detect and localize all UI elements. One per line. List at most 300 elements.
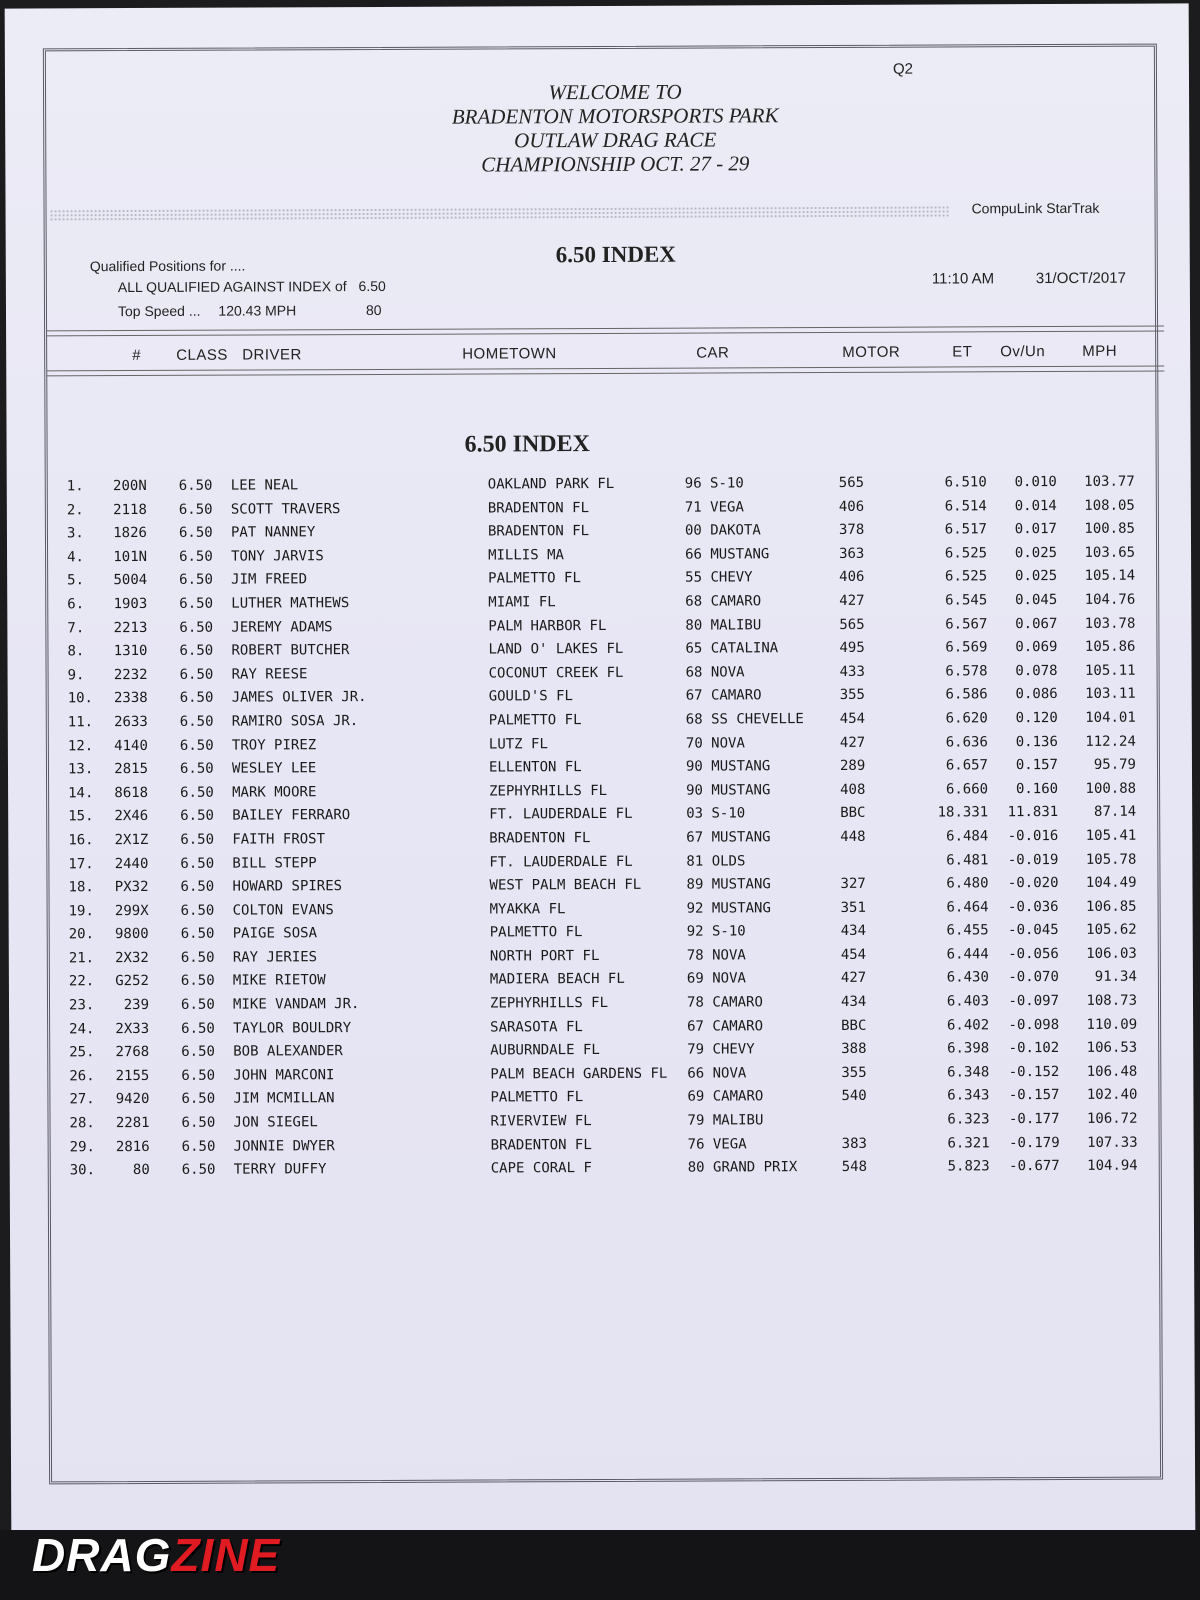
row-over-under: 0.025	[1014, 544, 1058, 561]
row-class: 6.50	[180, 831, 215, 848]
row-over-under: -0.177	[1008, 1111, 1060, 1128]
row-class: 6.50	[180, 878, 215, 895]
row-position: 20.	[68, 926, 95, 943]
row-position: 22.	[68, 973, 95, 990]
row-mph: 106.72	[1086, 1110, 1138, 1127]
row-mph: 112.24	[1085, 733, 1136, 750]
row-motor: 434	[840, 993, 867, 1011]
row-mph: 106.03	[1086, 945, 1137, 962]
row-car-number: 2338	[113, 690, 148, 707]
col-head-car: CAR	[696, 344, 730, 362]
row-mph: 103.78	[1084, 615, 1136, 632]
row-class: 6.50	[181, 1067, 216, 1084]
row-driver: SCOTT TRAVERS	[230, 500, 341, 518]
event-title-line: OUTLAW DRAG RACE	[514, 127, 717, 153]
results-table	[7, 473, 1194, 1186]
row-motor: 378	[838, 522, 865, 539]
event-title-line: WELCOME TO	[548, 79, 682, 105]
row-mph: 100.88	[1085, 780, 1137, 797]
row-over-under: 0.025	[1014, 568, 1058, 585]
row-position: 10.	[67, 690, 94, 707]
results-sheet	[5, 3, 1196, 1538]
row-et: 6.545	[945, 592, 988, 609]
event-title	[405, 79, 825, 177]
row-car-number: 1826	[113, 525, 147, 542]
row-position: 8.	[67, 643, 85, 660]
row-motor: 363	[839, 545, 865, 562]
row-motor: 327	[840, 875, 866, 893]
row-class: 6.50	[179, 642, 214, 659]
row-hometown: BRADENTON FL	[487, 523, 590, 540]
row-motor: 388	[841, 1041, 867, 1058]
row-position: 16.	[68, 832, 94, 849]
top-speed	[117, 301, 382, 320]
row-position: 28.	[69, 1115, 95, 1132]
row-position: 1.	[66, 478, 84, 495]
row-position: 4.	[67, 549, 84, 566]
row-car: 65 CATALINA	[685, 640, 779, 657]
row-motor: 565	[838, 474, 865, 491]
row-mph: 104.76	[1084, 591, 1136, 608]
row-mph: 105.11	[1084, 662, 1136, 679]
row-mph: 105.14	[1084, 568, 1136, 585]
row-class: 6.50	[181, 1020, 215, 1037]
row-et: 5.823	[947, 1158, 990, 1175]
col-head-driver: DRIVER	[242, 346, 302, 364]
qualified-against	[118, 278, 386, 295]
row-driver: HOWARD SPIRES	[232, 878, 343, 895]
row-driver: TERRY DUFFY	[233, 1161, 327, 1178]
row-car-number: 2X1Z	[114, 831, 149, 849]
row-position: 17.	[68, 855, 94, 872]
row-car: 90 MUSTANG	[685, 758, 771, 775]
row-class: 6.50	[178, 524, 213, 542]
row-position: 11.	[67, 714, 94, 731]
row-car: 92 S-10	[686, 923, 746, 940]
row-position: 6.	[67, 596, 85, 613]
row-driver: BOB ALEXANDER	[233, 1043, 343, 1060]
row-mph: 104.49	[1085, 874, 1137, 891]
row-driver: LEE NEAL	[230, 477, 299, 494]
row-hometown: ZEPHYRHILLS FL	[489, 782, 608, 800]
dragzine-logo	[32, 1528, 280, 1582]
logo-part-drag: DRAG	[32, 1529, 172, 1581]
row-driver: PAT NANNEY	[230, 524, 316, 541]
row-class: 6.50	[181, 1114, 216, 1131]
row-hometown: LUTZ FL	[488, 735, 548, 753]
row-car-number: 2X46	[114, 808, 149, 825]
row-car: 76 VEGA	[687, 1135, 747, 1153]
row-mph: 106.85	[1085, 898, 1137, 915]
row-car-number: 2816	[115, 1138, 150, 1155]
row-hometown: CAPE CORAL F	[490, 1160, 592, 1177]
row-hometown: GOULD'S FL	[488, 688, 574, 705]
row-driver: RAY JERIES	[232, 949, 318, 966]
print-time: 11:10 AM	[931, 270, 995, 288]
row-motor: 383	[841, 1135, 867, 1152]
row-over-under: -0.102	[1008, 1040, 1060, 1057]
row-car: 79 CHEVY	[687, 1041, 755, 1058]
row-mph: 104.01	[1085, 709, 1136, 726]
row-car: 69 CAMARO	[687, 1088, 764, 1106]
row-et: 6.517	[944, 521, 987, 538]
row-car: 67 CAMARO	[687, 1017, 764, 1035]
row-motor: 355	[839, 687, 866, 704]
row-class: 6.50	[179, 690, 214, 707]
row-driver: PAIGE SOSA	[232, 925, 318, 942]
row-motor: 495	[839, 639, 865, 657]
row-mph: 108.05	[1084, 497, 1135, 514]
row-driver: WESLEY LEE	[231, 760, 317, 777]
row-et: 6.578	[945, 663, 988, 680]
row-class: 6.50	[179, 666, 214, 683]
row-car-number: 2X33	[115, 1020, 150, 1037]
row-car: 66 NOVA	[687, 1065, 747, 1082]
row-class: 6.50	[179, 572, 213, 589]
row-car: 55 CHEVY	[685, 569, 753, 587]
row-class: 6.50	[181, 1161, 216, 1179]
row-over-under: -0.098	[1008, 1016, 1060, 1033]
row-car: 90 MUSTANG	[686, 781, 771, 799]
row-over-under: -0.019	[1007, 851, 1059, 868]
row-et: 18.331	[937, 804, 989, 821]
event-title-line: BRADENTON MOTORSPORTS PARK	[451, 103, 779, 129]
qualified-against-label: ALL QUALIFIED AGAINST INDEX of	[117, 278, 347, 296]
col-head-hometown: HOMETOWN	[462, 345, 557, 363]
row-position: 2.	[66, 501, 84, 518]
row-hometown: MYAKKA FL	[489, 900, 566, 918]
row-hometown: ELLENTON FL	[488, 759, 582, 776]
row-over-under: -0.016	[1007, 827, 1059, 845]
row-class: 6.50	[180, 949, 215, 966]
row-car: 69 NOVA	[686, 970, 746, 988]
row-mph: 103.77	[1084, 473, 1135, 490]
row-hometown: SARASOTA FL	[490, 1018, 583, 1036]
row-mph: 103.65	[1084, 544, 1136, 561]
row-hometown: LAND O' LAKES FL	[488, 641, 624, 658]
row-car: 68 SS CHEVELLE	[685, 711, 804, 728]
row-et: 6.636	[945, 733, 988, 751]
row-driver: BAILEY FERRARO	[232, 807, 351, 824]
index-title: 6.50 INDEX	[555, 241, 676, 268]
row-driver: RAMIRO SOSA JR.	[231, 712, 359, 730]
row-class: 6.50	[180, 996, 215, 1013]
row-hometown: WEST PALM BEACH FL	[489, 876, 642, 894]
top-speed-car: 80	[365, 301, 382, 319]
row-over-under: 0.136	[1015, 733, 1058, 750]
row-car: 03 S-10	[686, 805, 746, 822]
row-et: 6.620	[945, 710, 988, 727]
row-mph: 95.79	[1093, 756, 1137, 773]
row-mph: 106.48	[1086, 1063, 1138, 1080]
row-car: 00 DAKOTA	[684, 522, 761, 539]
row-car-number: PX32	[114, 879, 149, 896]
row-car: 67 MUSTANG	[686, 829, 771, 846]
row-et: 6.525	[944, 545, 988, 562]
row-position: 27.	[69, 1091, 95, 1108]
row-car-number: 299X	[114, 902, 149, 919]
row-position: 3.	[66, 525, 84, 542]
row-class: 6.50	[178, 501, 213, 518]
row-hometown: MIAMI FL	[488, 594, 556, 611]
row-car-number: 2232	[113, 666, 148, 683]
row-et: 6.484	[946, 828, 989, 845]
row-car-number: 2213	[113, 619, 148, 636]
row-car: 66 MUSTANG	[685, 546, 770, 563]
row-driver: JOHN MARCONI	[233, 1067, 335, 1084]
row-car-number: 2118	[113, 501, 147, 518]
row-driver: MARK MOORE	[232, 783, 317, 801]
row-et: 6.567	[945, 615, 988, 633]
row-car-number: 2633	[114, 713, 148, 731]
row-over-under: -0.152	[1008, 1063, 1060, 1081]
row-hometown: MILLIS MA	[488, 546, 564, 564]
row-position: 18.	[68, 879, 94, 896]
row-driver: JIM FREED	[231, 571, 308, 588]
row-car: 68 NOVA	[685, 664, 745, 681]
row-et: 6.657	[945, 757, 989, 774]
row-hometown: BRADENTON FL	[490, 1136, 592, 1154]
row-over-under: -0.097	[1008, 993, 1060, 1010]
row-et: 6.323	[947, 1111, 990, 1128]
row-position: 23.	[68, 997, 95, 1014]
row-hometown: OAKLAND PARK FL	[487, 475, 615, 493]
row-motor: BBC	[840, 805, 866, 822]
row-class: 6.50	[180, 784, 214, 801]
row-et: 6.586	[945, 686, 988, 703]
row-mph: 103.11	[1085, 686, 1136, 703]
row-class: 6.50	[180, 807, 214, 825]
row-class: 6.50	[178, 477, 213, 494]
row-car-number: 8618	[114, 784, 149, 801]
row-class: 6.50	[180, 973, 215, 990]
row-et: 6.398	[947, 1040, 990, 1057]
row-et: 6.464	[946, 898, 989, 916]
row-over-under: 0.045	[1015, 591, 1058, 609]
row-hometown: FT. LAUDERDALE FL	[489, 806, 633, 823]
row-position: 25.	[69, 1044, 95, 1061]
row-over-under: -0.677	[1009, 1158, 1060, 1175]
row-class: 6.50	[180, 902, 215, 919]
row-mph: 87.14	[1093, 803, 1137, 821]
row-car-number: 5004	[113, 572, 148, 589]
col-head-et: ET	[952, 343, 973, 361]
sheet-code: Q2	[892, 60, 913, 78]
col-head-num: #	[132, 346, 142, 365]
row-position: 19.	[68, 902, 94, 920]
row-car: 80 MALIBU	[685, 616, 762, 634]
row-et: 6.430	[946, 969, 989, 986]
row-class: 6.50	[181, 1138, 216, 1155]
row-motor: 548	[841, 1159, 868, 1176]
row-et: 6.321	[947, 1134, 990, 1152]
row-motor: 406	[839, 569, 865, 586]
row-class: 6.50	[180, 855, 215, 872]
row-car-number: 2815	[114, 761, 149, 778]
row-et: 6.481	[946, 851, 989, 868]
row-driver: COLTON EVANS	[232, 901, 334, 919]
row-mph: 110.09	[1086, 1016, 1138, 1033]
row-et: 6.569	[945, 639, 988, 656]
row-motor: 408	[840, 781, 866, 798]
row-over-under: 0.067	[1015, 615, 1058, 632]
timing-system: CompuLink StarTrak	[971, 199, 1100, 217]
row-over-under: 0.157	[1015, 757, 1059, 774]
row-position: 26.	[69, 1068, 95, 1085]
row-driver: MIKE RIETOW	[232, 972, 326, 990]
row-mph: 105.41	[1085, 827, 1137, 844]
row-over-under: 0.069	[1015, 639, 1058, 656]
row-mph: 108.73	[1086, 992, 1138, 1009]
row-et: 6.343	[947, 1087, 990, 1104]
row-car-number: 9420	[115, 1091, 150, 1108]
row-motor: 427	[839, 592, 865, 609]
col-head-motor: MOTOR	[842, 343, 901, 361]
row-motor: 351	[840, 899, 866, 916]
row-class: 6.50	[181, 1043, 215, 1061]
row-driver: ROBERT BUTCHER	[231, 642, 350, 659]
row-car-number: 2440	[114, 855, 149, 872]
row-hometown: BRADENTON FL	[487, 499, 590, 517]
row-position: 9.	[67, 666, 85, 684]
row-over-under: 0.120	[1015, 709, 1058, 727]
logo-part-zine: ZINE	[171, 1529, 281, 1581]
row-hometown: PALMETTO FL	[489, 924, 583, 941]
row-driver: JON SIEGEL	[233, 1114, 318, 1131]
row-et: 6.403	[946, 993, 990, 1010]
row-car-number: 2281	[115, 1115, 150, 1132]
row-car-number: 1903	[113, 595, 148, 613]
row-mph: 100.85	[1084, 520, 1135, 538]
row-car: 71 VEGA	[684, 498, 744, 516]
row-driver: JEREMY ADAMS	[231, 618, 333, 636]
row-car-number: 4140	[114, 737, 148, 754]
row-motor: 433	[839, 663, 865, 680]
row-class: 6.50	[180, 925, 215, 943]
row-over-under: -0.056	[1008, 945, 1059, 963]
row-hometown: COCONUT CREEK FL	[488, 664, 624, 682]
row-hometown: NORTH PORT FL	[489, 947, 600, 965]
row-driver: JAMES OLIVER JR.	[231, 689, 367, 706]
row-car: 67 CAMARO	[685, 687, 762, 704]
row-driver: JIM MCMILLAN	[233, 1090, 335, 1108]
row-over-under: -0.045	[1008, 922, 1059, 939]
col-head-mph: MPH	[1082, 342, 1118, 360]
row-hometown: PALMETTO FL	[488, 712, 582, 729]
row-position: 12.	[67, 737, 94, 754]
row-driver: MIKE VANDAM JR.	[232, 996, 360, 1013]
row-car-number: 2768	[115, 1044, 150, 1061]
row-motor: 454	[840, 946, 867, 963]
row-car-number: G252	[115, 973, 149, 990]
row-car: 89 MUSTANG	[686, 876, 771, 893]
row-class: 6.50	[181, 1091, 216, 1108]
row-driver: TAYLOR BOULDRY	[233, 1019, 352, 1037]
row-mph: 104.94	[1087, 1157, 1138, 1175]
row-over-under: 0.160	[1015, 780, 1059, 797]
row-driver: FAITH FROST	[232, 831, 326, 848]
row-car-number: 239	[123, 997, 150, 1014]
row-over-under: -0.179	[1009, 1134, 1060, 1151]
top-speed-value: 120.43 MPH	[218, 302, 297, 319]
row-driver: LUTHER MATHEWS	[231, 595, 350, 612]
row-motor: 289	[839, 757, 866, 775]
row-class: 6.50	[179, 760, 214, 777]
row-position: 5.	[67, 572, 85, 589]
row-car-number: 2155	[115, 1067, 150, 1084]
row-car-number: 9800	[114, 926, 149, 943]
row-et: 6.455	[946, 922, 989, 939]
row-et: 6.444	[946, 946, 989, 963]
row-motor: 540	[841, 1088, 867, 1105]
row-motor: 448	[840, 828, 866, 845]
col-head-class: CLASS	[176, 346, 228, 364]
row-driver: BILL STEPP	[232, 854, 317, 872]
row-over-under: 0.010	[1014, 474, 1057, 491]
row-position: 13.	[67, 761, 94, 778]
row-class: 6.50	[179, 548, 213, 565]
row-mph: 105.62	[1086, 921, 1137, 939]
row-car: 70 NOVA	[685, 734, 745, 752]
row-mph: 91.34	[1094, 969, 1137, 986]
row-et: 6.402	[946, 1016, 990, 1034]
qualified-label: Qualified Positions for ....	[89, 257, 246, 275]
row-hometown: PALMETTO FL	[488, 570, 581, 587]
row-et: 6.660	[945, 781, 989, 798]
row-position: 15.	[68, 808, 94, 825]
row-class: 6.50	[179, 619, 214, 636]
row-motor: 427	[840, 970, 867, 987]
row-motor: 406	[838, 498, 865, 515]
row-over-under: -0.020	[1007, 875, 1059, 892]
row-et: 6.510	[944, 474, 987, 491]
row-hometown: PALM BEACH GARDENS FL	[490, 1065, 668, 1083]
row-driver: TONY JARVIS	[231, 547, 324, 565]
row-motor: 355	[841, 1064, 867, 1081]
row-car: 92 MUSTANG	[686, 899, 771, 917]
row-car: 81 OLDS	[686, 852, 746, 870]
row-driver: JONNIE DWYER	[233, 1137, 335, 1155]
row-hometown: MADIERA BEACH FL	[489, 971, 625, 988]
row-mph: 102.40	[1086, 1087, 1138, 1104]
row-car: 68 CAMARO	[685, 593, 762, 610]
row-car-number: 101N	[113, 548, 148, 565]
row-mph: 105.78	[1085, 851, 1137, 868]
row-motor: BBC	[841, 1017, 867, 1034]
row-mph: 107.33	[1087, 1134, 1138, 1151]
row-car: 79 MALIBU	[687, 1112, 764, 1129]
row-driver: TROY PIREZ	[231, 736, 317, 754]
row-hometown: AUBURNDALE FL	[490, 1042, 600, 1059]
row-mph: 106.53	[1086, 1039, 1138, 1057]
row-hometown: BRADENTON FL	[489, 829, 591, 847]
row-et: 6.480	[946, 875, 989, 892]
row-over-under: -0.036	[1007, 898, 1059, 915]
row-over-under: 0.014	[1014, 497, 1057, 514]
row-hometown: FT. LAUDERDALE FL	[489, 853, 633, 870]
event-title-line: CHAMPIONSHIP OCT. 27 - 29	[481, 151, 750, 177]
row-position: 29.	[69, 1138, 95, 1155]
row-car: 96 S-10	[684, 475, 744, 492]
row-over-under: 0.086	[1015, 686, 1058, 703]
row-motor: 427	[839, 734, 866, 751]
row-over-under: -0.157	[1008, 1087, 1060, 1104]
row-position: 14.	[68, 784, 94, 802]
row-car-number: 1310	[113, 643, 148, 660]
row-car-number: 2X32	[115, 949, 149, 966]
row-car: 78 CAMARO	[686, 994, 763, 1011]
row-position: 30.	[69, 1162, 96, 1179]
